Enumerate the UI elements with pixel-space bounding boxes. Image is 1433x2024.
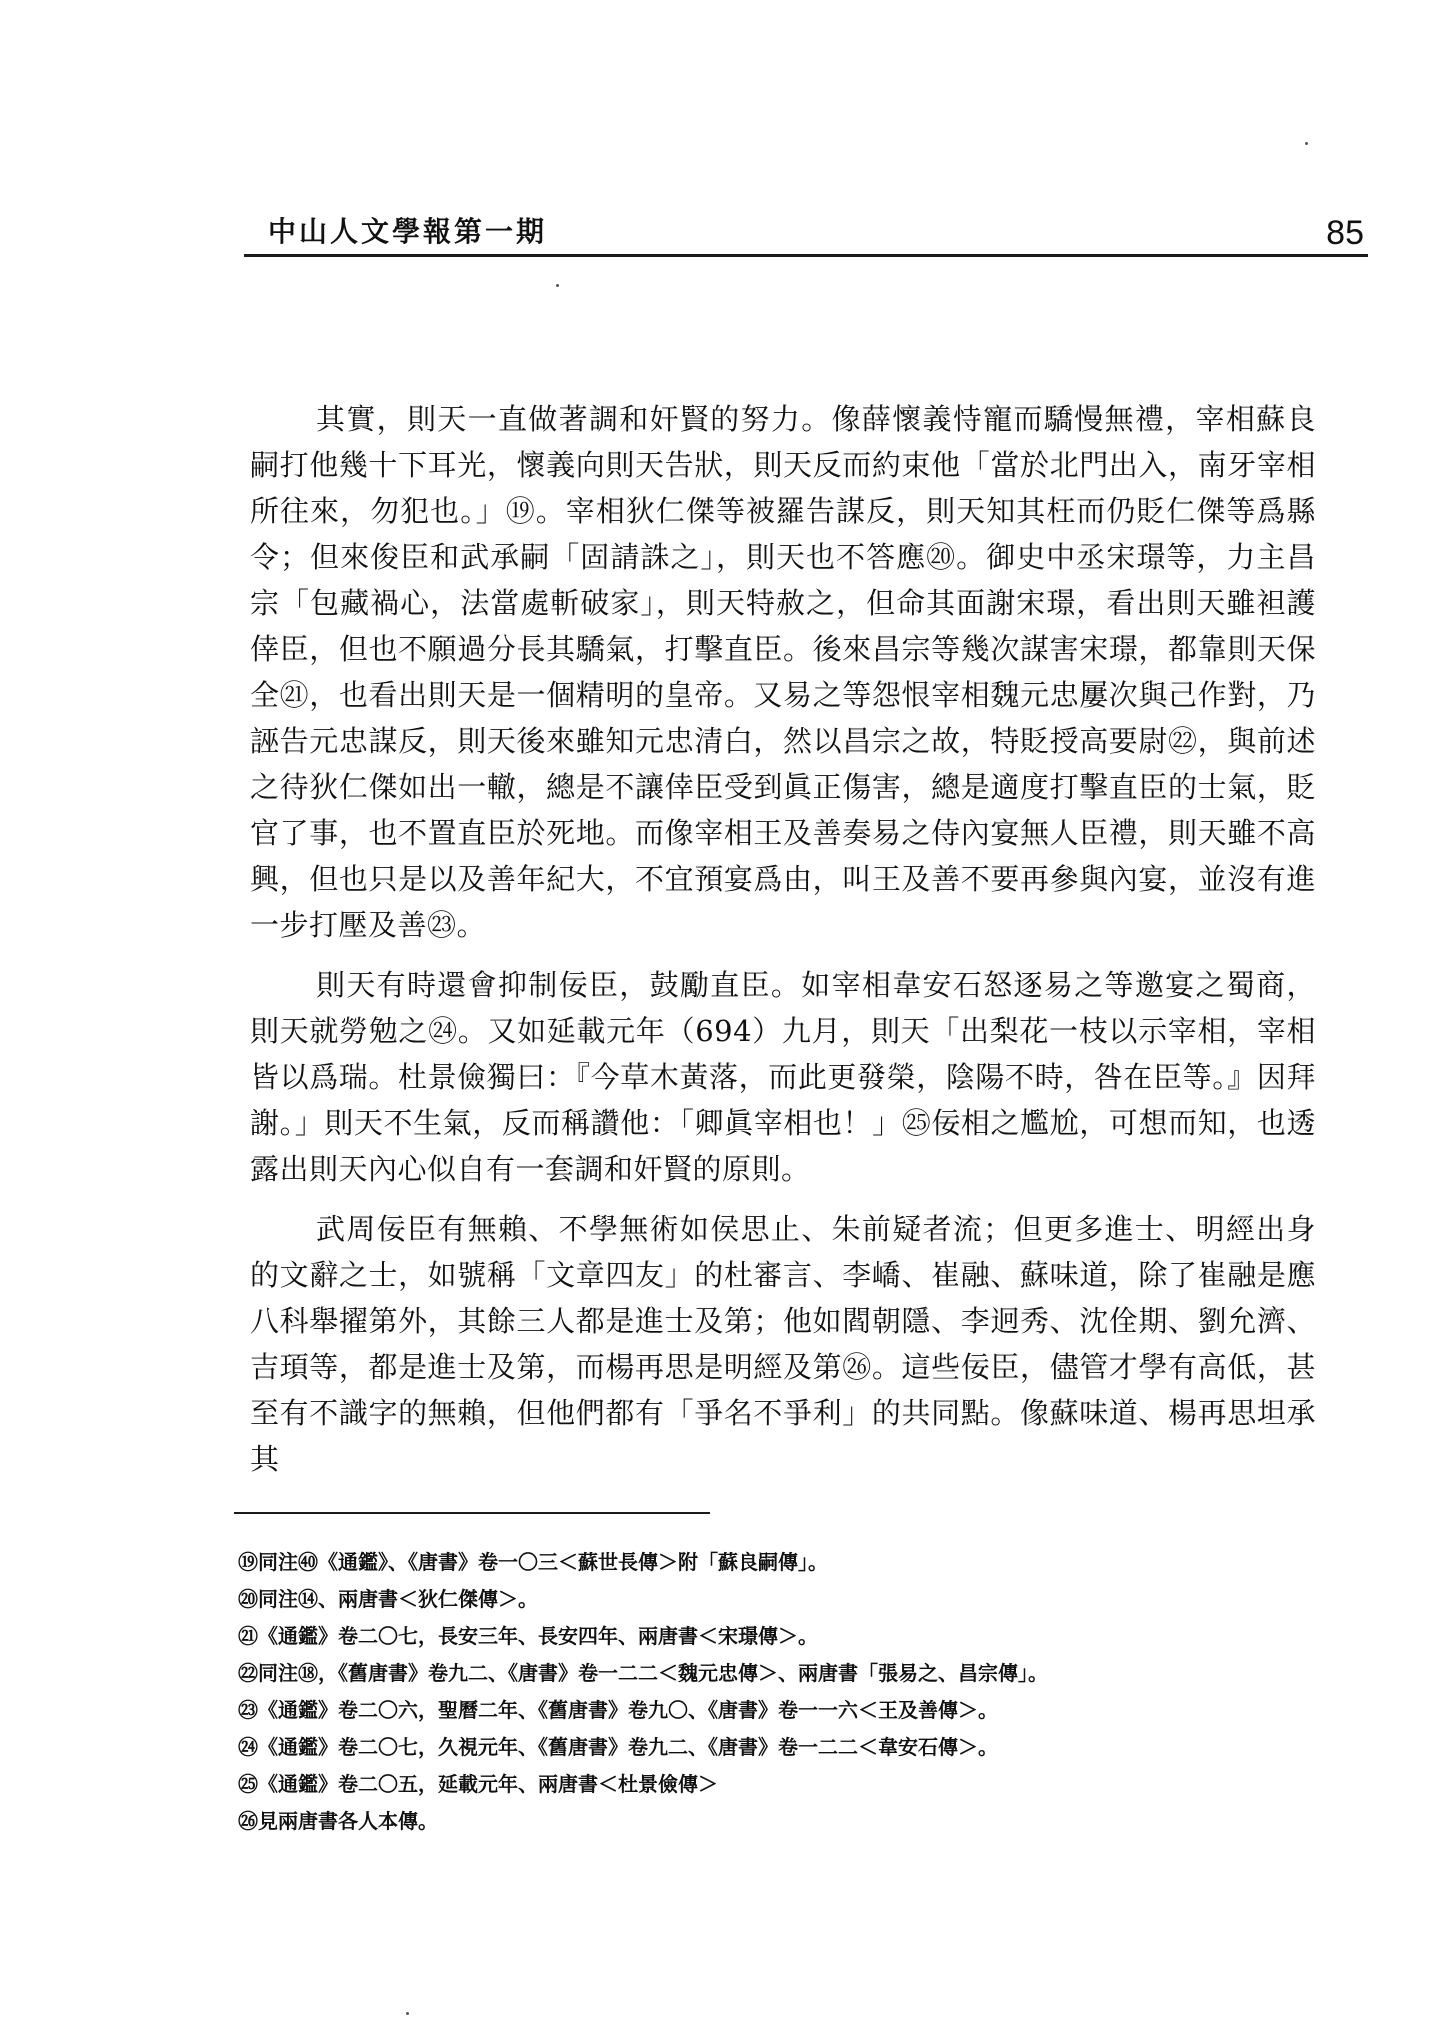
footnote-80: ⑳同注⑭、兩唐書＜狄仁傑傳＞。 — [238, 1587, 538, 1611]
footnote-85: ㉕《通鑑》卷二〇五，延載元年、兩唐書＜杜景儉傳＞ — [238, 1772, 718, 1796]
footnote-84: ㉔《通鑑》卷二〇七，久視元年、《舊唐書》卷九二、《唐書》卷一二二＜韋安石傳＞。 — [238, 1735, 998, 1759]
scan-speck — [556, 284, 559, 287]
header-rule — [244, 254, 1368, 257]
paragraph: 其實，則天一直做著調和奸賢的努力。像薛懷義恃寵而驕慢無禮，宰相蘇良嗣打他幾十下耳光，懷義向則天告狀，則天反而約束他「當於北門出入，南牙宰相所往來，勿犯也。」⑲。宰相狄仁傑等被羅告謀反，則天知其枉而仍貶仁傑等爲縣令；但來俊臣和武承嗣「固請誅之」，則天也不答應⑳。御史中丞宋璟等，力主昌宗「包藏禍心，法當處斬破家」，則天特赦之，但命其面謝宋璟，看出則天雖袒護倖臣，但也不願過分長其驕氣，打擊直臣。後來昌宗等幾次謀害宋璟，都靠則天保全㉑，也看出則天是一個精明的皇帝。又易之等怨恨宰相魏元忠屢次與己作對，乃誣告元忠謀反，則天後來雖知元忠清白，然以昌宗之故，特貶授高要尉㉒，與前述之待狄仁傑如出一轍，總是不讓倖臣受到眞正傷害，總是適度打擊直臣的士氣，貶官了事，也不置直臣於死地。而像宰相王及善奏易之侍內宴無人臣禮，則天雖不高興，但也只是以及善年紀大，不宜預宴爲由，叫王及善不要再參與內宴，並沒有進一步打壓及善㉓。 — [250, 402, 1316, 942]
footnote-83: ㉓《通鑑》卷二〇六，聖曆二年、《舊唐書》卷九〇、《唐書》卷一一六＜王及善傳＞。 — [238, 1698, 998, 1722]
footnote-divider — [234, 1512, 710, 1514]
page-number: 85 — [1326, 214, 1364, 252]
footnote-81: ㉑《通鑑》卷二〇七，長安三年、長安四年、兩唐書＜宋璟傳＞。 — [238, 1624, 818, 1648]
footnotes — [238, 1544, 1378, 1840]
running-header — [244, 206, 1368, 256]
footnote-86: ㉖見兩唐書各人本傳。 — [238, 1809, 438, 1833]
footnote-79: ⑲同注㊵《通鑑》、《唐書》卷一〇三＜蘇世長傳＞附「蘇良嗣傳」。 — [238, 1550, 828, 1574]
body-text — [250, 396, 1316, 1496]
scan-speck — [1305, 142, 1308, 145]
journal-title: 中山人文學報第一期 — [268, 215, 548, 248]
paragraph: 武周佞臣有無賴、不學無術如侯思止、朱前疑者流；但更多進士、明經出身的文辭之士，如號稱「文章四友」的杜審言、李嶠、崔融、蘇味道，除了崔融是應八科舉擢第外，其餘三人都是進士及第；他如閻朝隱、李迥秀、沈佺期、劉允濟、吉頊等，都是進士及第，而楊再思是明經及第㉖。這些佞臣，儘管才學有高低，甚至有不識字的無賴，但他們都有「爭名不爭利」的共同點。像蘇味道、楊再思坦承其 — [250, 1212, 1316, 1476]
footnote-82: ㉒同注⑱，《舊唐書》卷九二、《唐書》卷一二二＜魏元忠傳＞、兩唐書「張易之、昌宗傳」。 — [238, 1661, 1048, 1685]
scan-speck — [406, 2012, 409, 2015]
paragraph: 則天有時還會抑制佞臣，鼓勵直臣。如宰相韋安石怒逐易之等邀宴之蜀商，則天就勞勉之㉔。又如延載元年（694）九月，則天「出梨花一枝以示宰相，宰相皆以爲瑞。杜景儉獨曰：『今草木黃落，而此更發榮，陰陽不時，咎在臣等。』因拜謝。」則天不生氣，反而稱讚他：「卿眞宰相也！」㉕佞相之尷尬，可想而知，也透露出則天內心似自有一套調和奸賢的原則。 — [250, 968, 1316, 1186]
